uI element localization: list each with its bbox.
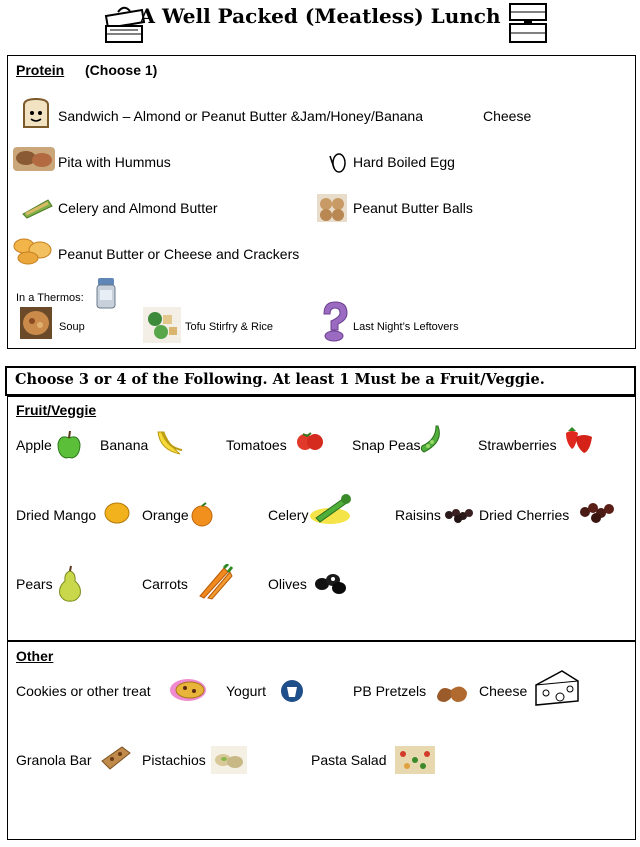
thermos-item: Soup	[59, 321, 85, 333]
choose-banner-text: Choose 3 or 4 of the Following. At least 1 Must be a Fruit/Veggie.	[15, 371, 545, 388]
fruit-item: Snap Peas	[352, 437, 421, 453]
other-item: Pasta Salad	[311, 752, 387, 768]
thermos-icon	[95, 276, 117, 310]
cookies-icon	[168, 676, 214, 704]
protein-item: Pita with Hummus	[58, 154, 171, 170]
yogurt-icon	[280, 679, 304, 703]
fruit-item: Dried Cherries	[479, 507, 570, 523]
banana-icon	[154, 428, 184, 458]
tomato-icon	[295, 430, 325, 452]
page-title: A Well Packed (Meatless) Lunch	[139, 4, 501, 28]
pear-icon	[56, 565, 84, 603]
protein-item: Peanut Butter or Cheese and Crackers	[58, 246, 300, 262]
dried-cherries-icon	[578, 500, 618, 526]
question-mark-icon	[318, 300, 352, 342]
other-item: Granola Bar	[16, 752, 92, 768]
cheese-icon	[532, 667, 582, 709]
snap-peas-icon	[418, 424, 444, 456]
other-heading: Other	[16, 648, 54, 664]
peanut-butter-balls-icon	[317, 194, 347, 222]
protein-item: Peanut Butter Balls	[353, 200, 473, 216]
tofu-stirfry-icon	[143, 307, 181, 343]
other-item: Cheese	[479, 683, 528, 699]
protein-heading: Protein	[16, 62, 65, 78]
thermos-item: Tofu Stirfry & Rice	[185, 321, 274, 333]
fruit-item: Carrots	[142, 576, 188, 592]
crackers-icon	[12, 236, 54, 266]
mango-icon	[103, 500, 131, 526]
granola-bar-icon	[100, 745, 132, 771]
protein-choose-label: (Choose 1)	[85, 62, 158, 78]
lunchbox-icon	[504, 0, 552, 46]
protein-item: Celery and Almond Butter	[58, 200, 218, 216]
pretzels-icon	[433, 680, 471, 706]
fruit-item: Banana	[100, 437, 149, 453]
pistachios-icon	[211, 746, 247, 774]
fruit-item: Orange	[142, 507, 189, 523]
fruit-item: Strawberries	[478, 437, 557, 453]
other-item: Yogurt	[226, 683, 266, 699]
strawberries-icon	[562, 425, 594, 455]
olives-icon	[313, 570, 347, 596]
soup-icon	[20, 307, 52, 339]
fruit-item: Pears	[16, 576, 53, 592]
fruit-item: Celery	[268, 507, 309, 523]
celery-veggie-icon	[308, 492, 356, 526]
other-item: Pistachios	[142, 752, 206, 768]
protein-item: Sandwich – Almond or Peanut Butter &Jam/Honey/Banana	[58, 108, 423, 124]
pasta-salad-icon	[395, 746, 435, 774]
sandwich-icon	[20, 97, 52, 131]
egg-icon	[328, 150, 348, 174]
pita-icon	[12, 144, 56, 174]
thermos-item: Last Night’s Leftovers	[353, 321, 459, 333]
other-item: PB Pretzels	[353, 683, 427, 699]
other-item: Cookies or other treat	[16, 683, 151, 699]
orange-icon	[190, 502, 214, 528]
fruit-item: Olives	[268, 576, 307, 592]
protein-item: Cheese	[483, 108, 532, 124]
celery-icon	[20, 196, 54, 220]
thermos-label: In a Thermos:	[16, 292, 84, 304]
protein-item: Hard Boiled Egg	[353, 154, 455, 170]
fruit-item: Apple	[16, 437, 52, 453]
fruit-item: Dried Mango	[16, 507, 97, 523]
fruit-item: Raisins	[395, 507, 441, 523]
raisins-icon	[443, 505, 475, 525]
apple-icon	[56, 428, 82, 460]
fruit-veggie-heading: Fruit/Veggie	[16, 402, 97, 418]
carrots-icon	[194, 564, 234, 600]
fruit-item: Tomatoes	[226, 437, 287, 453]
